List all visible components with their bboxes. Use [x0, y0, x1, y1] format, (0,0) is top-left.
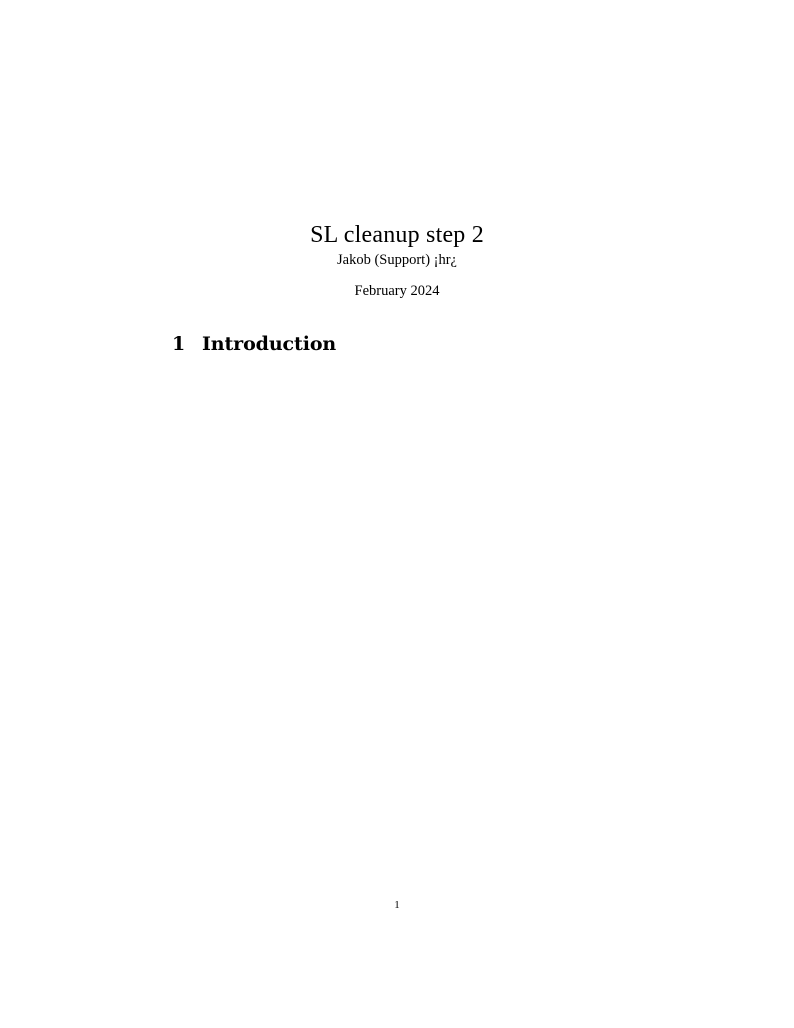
document-author: Jakob (Support) ¡hr¿ [336, 252, 457, 268]
section-number: 1 [172, 333, 186, 355]
document-date: February 2024 [354, 283, 440, 299]
page-number: 1 [394, 899, 400, 911]
section-heading-introduction [172, 333, 336, 355]
section-title: Introduction [202, 333, 337, 355]
document-title: SL cleanup step 2 [310, 222, 484, 249]
